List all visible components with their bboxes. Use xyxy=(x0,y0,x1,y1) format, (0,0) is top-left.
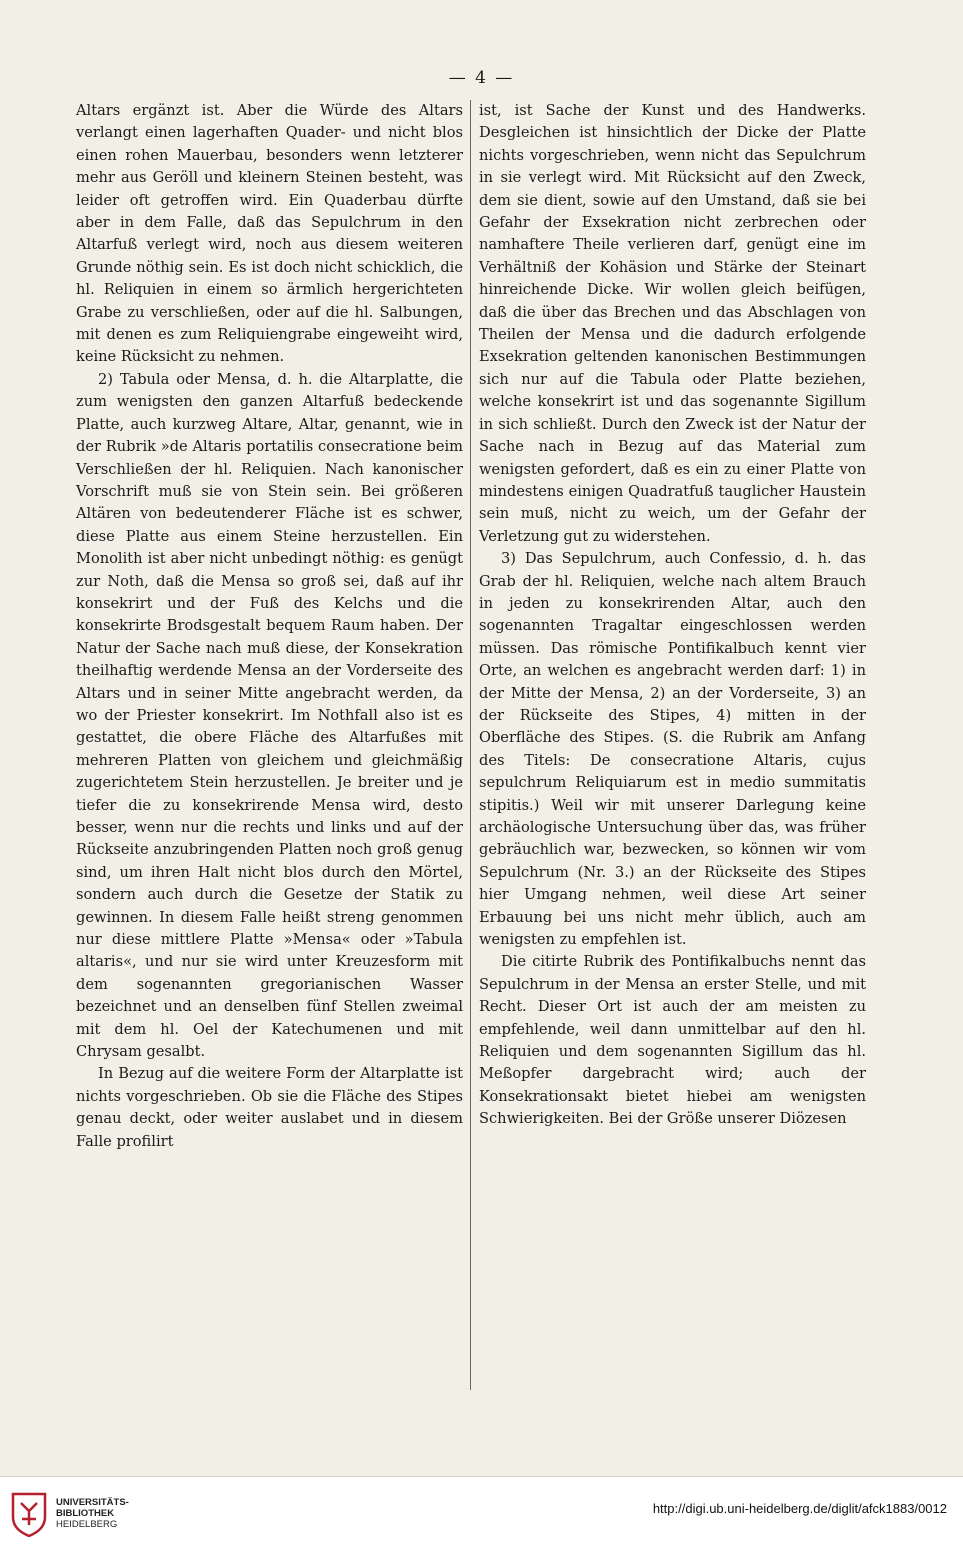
paragraph: ist, ist Sache der Kunst und des Handwerks. Desgleichen ist hinsichtlich der Dicke der Platte nichts vorgeschrieben, wenn nicht das Sepulchrum in sie verlegt wird. Mit Rücksicht auf den Zweck, dem sie dient, sowie auf den Umstand, daß sie bei Gefahr der Exsekration nicht zerbrechen oder namhaftere Theile verlieren darf, genügt eine im Verhältniß der Kohäsion und Stärke der Steinart hinreichende Dicke. Wir wollen gleich beifügen, daß die über das Brechen und das Abschlagen von Theilen der Mensa und die dadurch erfolgende Exsekration geltenden kanonischen Bestimmungen sich nur auf die Tabula oder Platte beziehen, welche konsekrirt ist und das sogenannte Sigillum in sich schließt. Durch den Zweck ist der Natur der Sache nach in Bezug auf das Material zum wenigsten gefordert, daß es ein zu einer Platte von mindestens einigen Quadratfuß tauglicher Haustein sein muß, nicht zu weich, um der Gefahr der Verletzung gut zu widerstehen. xyxy=(479,102,866,545)
paragraph: Altars ergänzt ist. Aber die Würde des Altars verlangt einen lagerhaften Quader- und nicht blos einen rohen Mauerbau, besonders wenn letzterer mehr aus Geröll und kleinern Steinen besteht, was leider oft getroffen wird. Ein Quaderbau dürfte aber in dem Falle, daß das Sepulchrum in den Altarfuß verlegt wird, noch aus diesem weiteren Grunde nöthig sein. Es ist doch nicht schicklich, die hl. Reliquien in einem so ärmlich hergerichteten Grabe zu verschließen, oder auf die hl. Salbungen, mit denen es zum Reliquiengrabe eingeweiht wird, keine Rücksicht zu nehmen. xyxy=(76,102,463,366)
page-number: — 4 — xyxy=(448,68,515,88)
paragraph: 3) Das Sepulchrum, auch Confessio, d. h. das Grab der hl. Reliquien, welche nach altem Brauch in jeden zu konsekrirenden Altar, auch den sogenannten Tragaltar eingeschlossen werden müssen. Das römische Pontifikalbuch kennt vier Orte, an welchen es angebracht werden darf: 1) in der Mitte der Mensa, 2) an der Vorderseite, 3) an der Rückseite des Stipes, 4) mitten in der Oberfläche des Stipes. (S. die Rubrik am Anfang des Titels: De consecratione Altaris, cujus sepulchrum Reliquiarum est in medio summitatis stipitis.) Weil wir mit unserer Darlegung keine archäologische Untersuchung über das, was früher gebräuchlich war, bezwecken, so können wir vom Sepulchrum (Nr. 3.) an der Rückseite des Stipes hier Umgang nehmen, weil diese Art seiner Erbauung bei uns nicht mehr üblich, auch am wenigsten zu empfehlen ist. xyxy=(479,550,866,949)
right-column xyxy=(479,100,866,1131)
paragraph: Die citirte Rubrik des Pontifikalbuchs nennt das Sepulchrum in der Mensa an erster Stelle, und mit Recht. Dieser Ort ist auch der am meisten zu empfehlende, weil dann unmittelbar auf den hl. Reliquien und dem sogenannten Sigillum das hl. Meßopfer dargebracht wird; auch der Konsekrationsakt bietet hiebei am wenigsten Schwierigkeiten. Bei der Größe unserer Diözesen xyxy=(479,953,866,1128)
paragraph: In Bezug auf die weitere Form der Altarplatte ist nichts vorgeschrieben. Ob sie die Fläche des Stipes genau deckt, oder weiter auslabet und in diesem Falle profilirt xyxy=(76,1065,463,1150)
library-name xyxy=(56,1497,129,1530)
library-name-line: UNIVERSITÄTS- xyxy=(56,1497,129,1508)
left-column xyxy=(76,100,463,1153)
source-url-link[interactable]: http://digi.ub.uni-heidelberg.de/diglit/afck1883/0012 xyxy=(652,1501,947,1516)
footer-bar xyxy=(0,1476,963,1550)
library-name-line: HEIDELBERG xyxy=(56,1519,118,1530)
university-seal-icon xyxy=(10,1491,48,1537)
column-divider xyxy=(470,100,471,1390)
paragraph: 2) Tabula oder Mensa, d. h. die Altarplatte, die zum wenigsten den ganzen Altarfuß bedeckende Platte, auch kurzweg Altare, Altar, genannt, wie in der Rubrik »de Altaris portatilis consecratione beim Verschließen der hl. Reliquien. Nach kanonischer Vorschrift muß sie von Stein sein. Bei größeren Altären von bedeutenderer Fläche ist es schwer, diese Platte aus einem Steine herzustellen. Ein Monolith ist aber nicht unbedingt nöthig: es genügt zur Noth, daß die Mensa so groß sei, daß auf ihr konsekrirt und der Fuß des Kelchs und die konsekrirte Brodsgestalt bequem Raum haben. Der Natur der Sache nach muß diese, der Konsekration theilhaftig werdende Mensa an der Vorderseite des Altars und in seiner Mitte angebracht werden, da wo der Priester konsekrirt. Im Nothfall also ist es gestattet, die obere Fläche des Altarfußes mit mehreren Platten von gleichem und gleichmäßig zugerichtetem Stein herzustellen. Je breiter und je tiefer die zu konsekrirende Mensa wird, desto besser, wenn nur die rechts und links und auf der Rückseite anzubringenden Platten noch groß genug sind, um ihren Halt nicht blos durch den Mörtel, sondern auch durch die Gesetze der Statik zu gewinnen. In diesem Falle heißt streng genommen nur diese mittlere Platte »Mensa« oder »Tabula altaris«, und nur sie wird unter Kreuzesform mit dem sogenannten gregorianischen Wasser bezeichnet und an denselben fünf Stellen zweimal mit dem hl. Oel der Katechumenen und mit Chrysam gesalbt. xyxy=(76,370,463,1061)
library-name-line: BIBLIOTHEK xyxy=(56,1508,115,1519)
